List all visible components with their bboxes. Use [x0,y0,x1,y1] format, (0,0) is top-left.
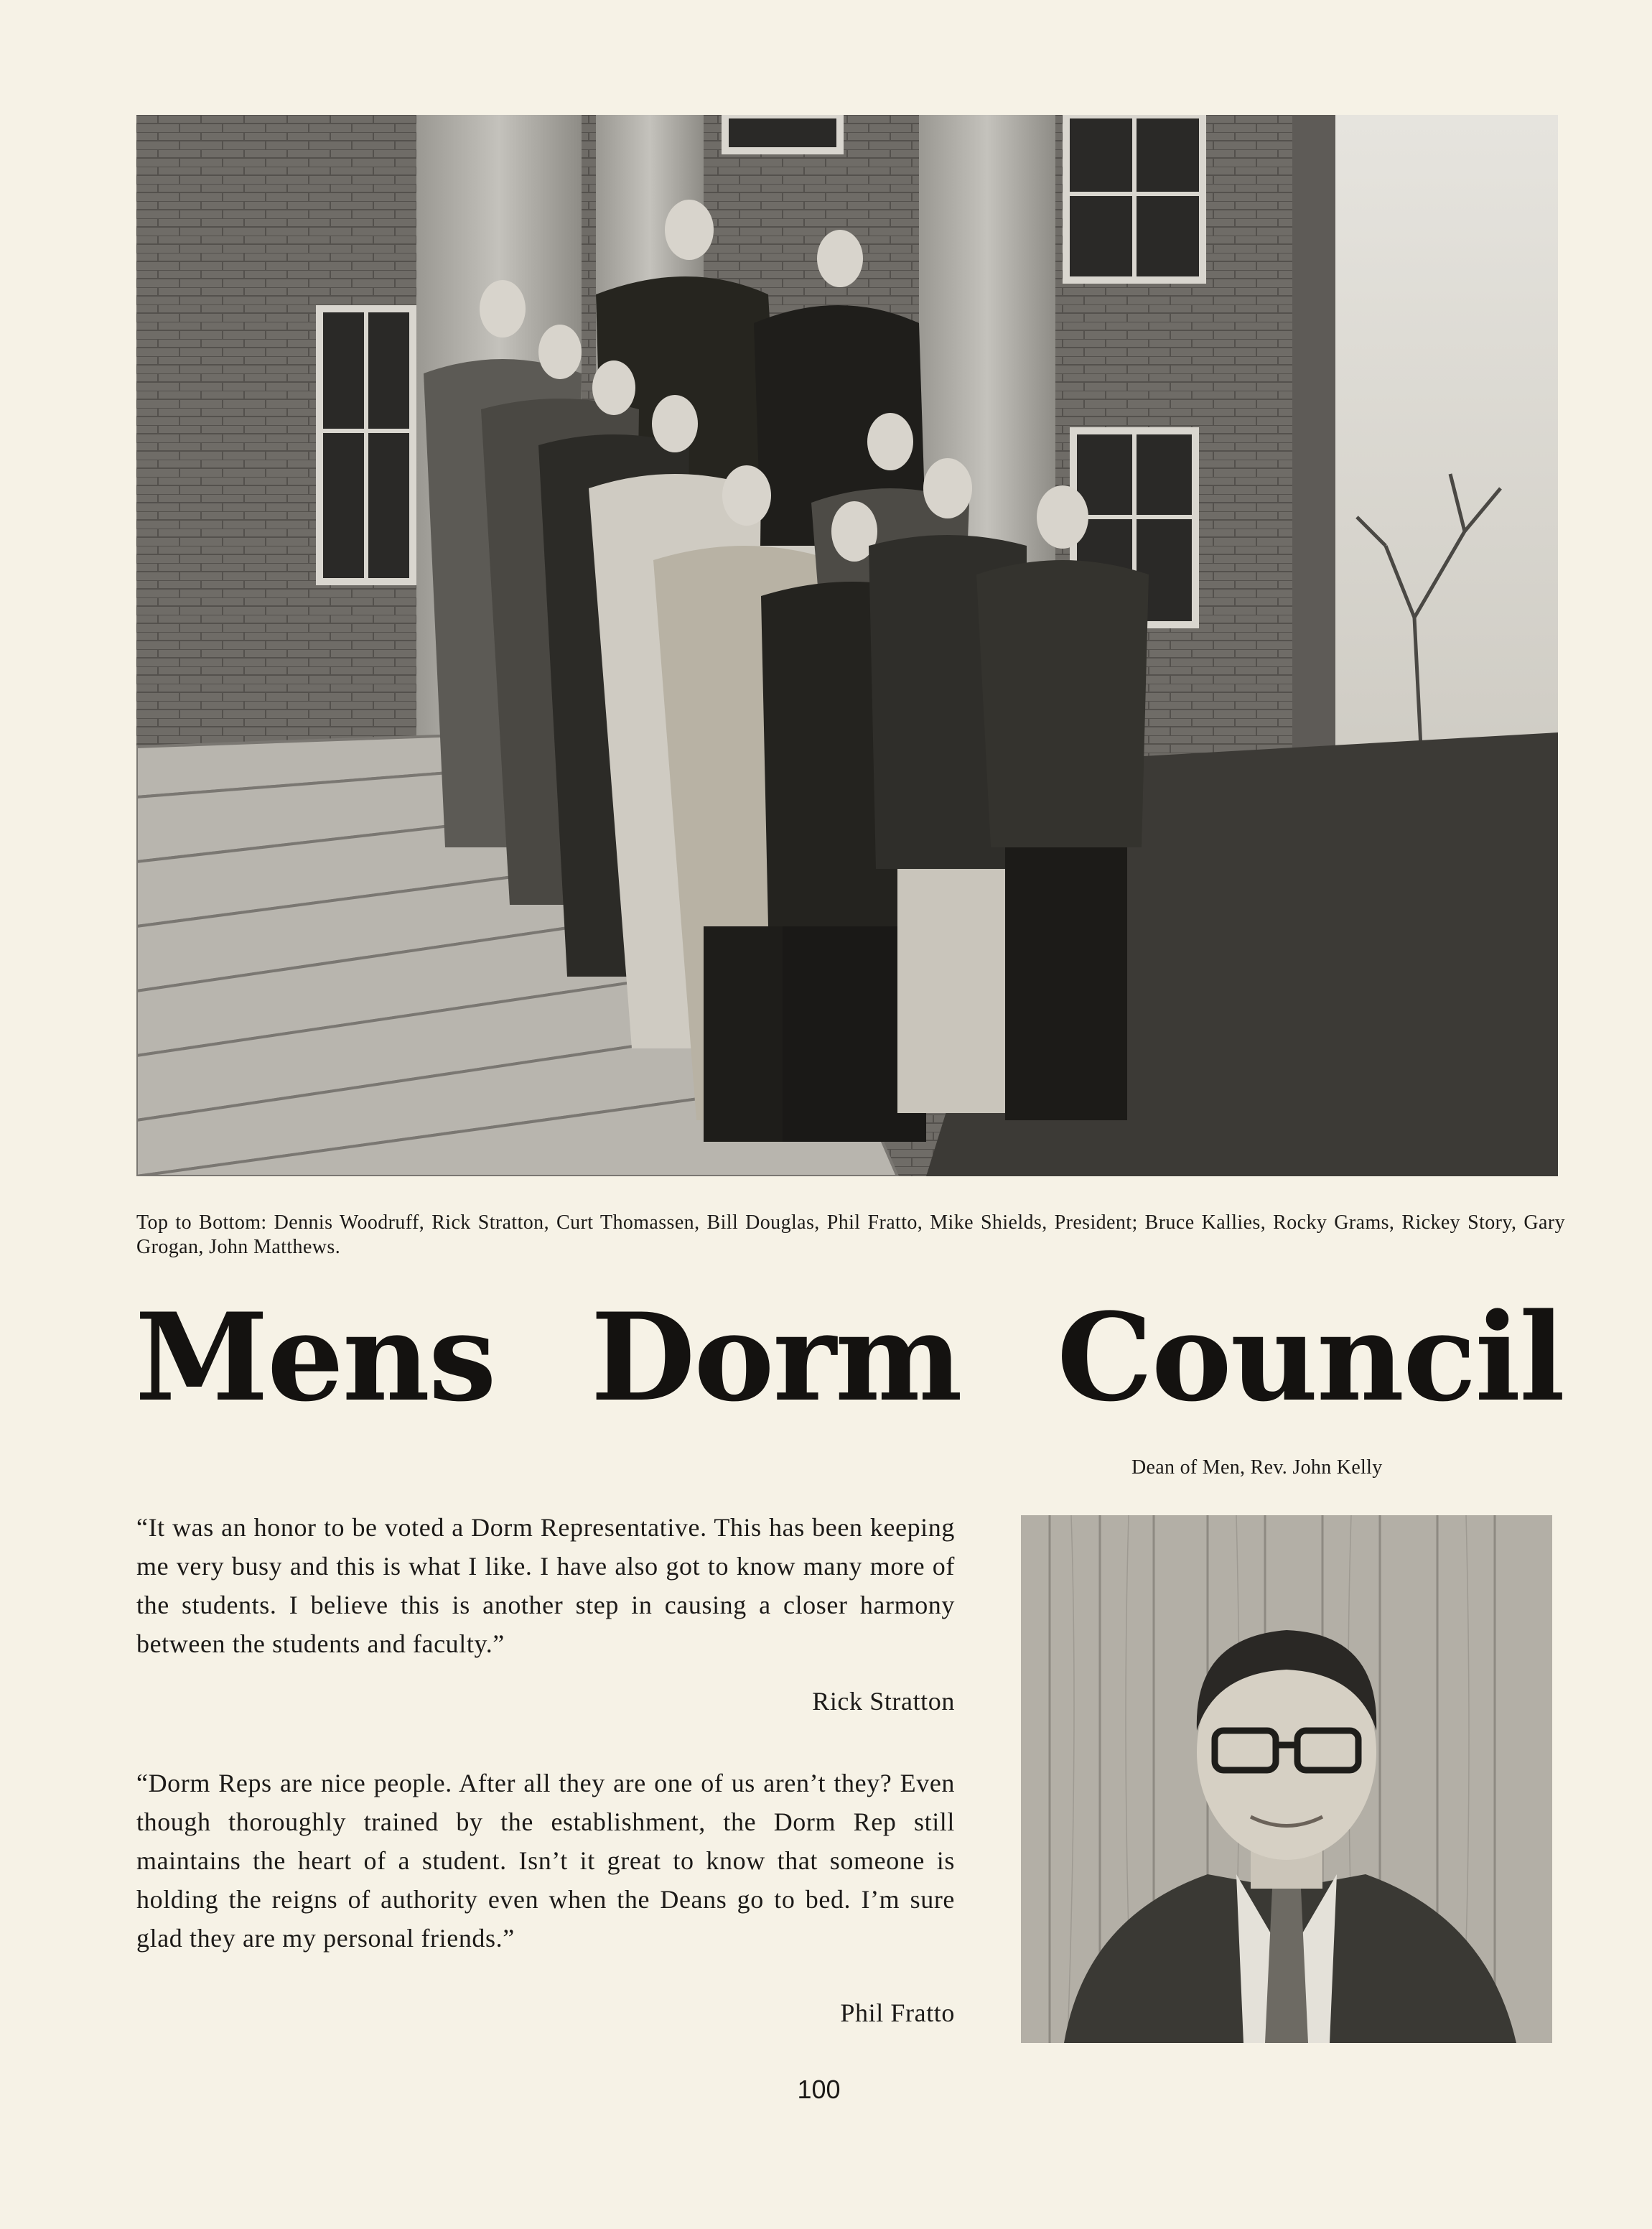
page-number-text: 100 [797,2075,841,2104]
portrait-photo [1021,1515,1552,2043]
title-word-council: Council [1057,1286,1564,1428]
quote-block [136,1508,955,1721]
group-photo [136,115,1558,1176]
quote-block [136,1764,955,2032]
title-word-mens: Mens [135,1286,495,1428]
portrait-caption: Dean of Men, Rev. John Kelly [1131,1456,1383,1479]
page-number [0,2075,1652,2104]
quote-text: “Dorm Reps are nice people. After all they are one of us aren’t they? Even though thoroughly trained by the establishment, the Dorm Rep still maintains the heart of a student. Isn’t it great to know that someone is holding the reigns of authority even when the Deans go to bed. I’m sure glad they are my personal friends.” [136,1769,955,1953]
title-word-dorm: Dorm [590,1286,961,1428]
quote-text: “It was an honor to be voted a Dorm Representative. This has been keeping me very busy and this is what I like. I have also got to know many more of the students. I believe this is another step in causing a closer harmony between the students and faculty.” [136,1513,955,1658]
quote-author: Rick Stratton [812,1687,955,1716]
photo-caption: Top to Bottom: Dennis Woodruff, Rick Stratton, Curt Thomassen, Bill Douglas, Phil Fratto, Mike Shields, President; Bruce Kallies, Rocky Grams, Rickey Story, Gary Grogan, John Matthews. [136,1211,1565,1258]
page-title [135,1286,1564,1428]
quote-author: Phil Fratto [840,1998,955,2027]
